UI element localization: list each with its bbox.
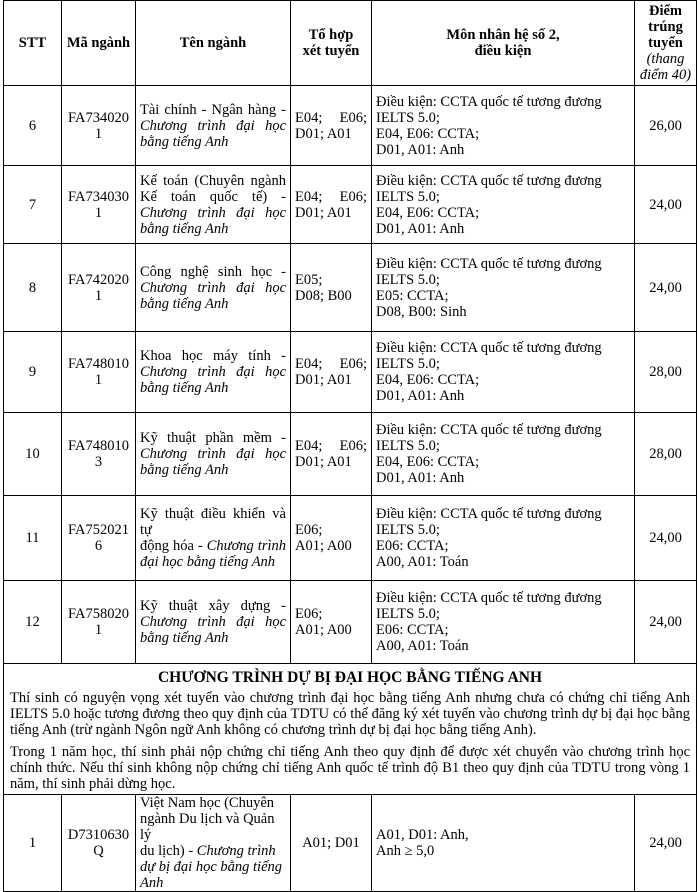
stt-cell: 8 [4, 244, 62, 332]
header-to-hop: Tổ hợp xét tuyển [291, 1, 372, 86]
table-row [4, 244, 697, 332]
combo-cell: E06; A01; A00 [291, 496, 372, 581]
combo-cell: E04; E06; D01; A01 [291, 413, 372, 496]
condition-cell: A01, D01: Anh, Anh ≥ 5,0 [372, 795, 635, 892]
stt-cell: 10 [4, 413, 62, 496]
table-row [4, 166, 697, 244]
stt-cell: 9 [4, 332, 62, 413]
section-row [4, 664, 697, 795]
score-cell: 24,00 [635, 244, 697, 332]
table-row [4, 496, 697, 581]
score-cell: 24,00 [635, 795, 697, 892]
program-name-cell: Việt Nam học (Chuyên ngành Du lịch và Quản lý du lịch) - Chương trình dự bị đại học bằng tiếng Anh [136, 795, 291, 892]
program-name-cell: Tài chính - Ngân hàng - Chương trình đại học bằng tiếng Anh [136, 86, 291, 166]
score-cell: 24,00 [635, 581, 697, 664]
condition-cell: Điều kiện: CCTA quốc tế tương đương IELTS 5.0; E05: CCTA; D08, B00: Sinh [372, 244, 635, 332]
score-cell: 24,00 [635, 496, 697, 581]
section-body [4, 690, 696, 792]
program-name-cell: Kỹ thuật xây dựng - Chương trình đại học bằng tiếng Anh [136, 581, 291, 664]
table-row [4, 86, 697, 166]
code-cell: FA748010 1 [62, 332, 136, 413]
section-paragraph: Thí sinh có nguyện vọng xét tuyển vào chương trình đại học bằng tiếng Anh nhưng chưa có chứng chỉ tiếng Anh IELTS 5.0 hoặc tương đương theo quy định của TDTU có thể đăng ký xét tuyển vào chương trình dự bị đại học bằng tiếng Anh (trừ ngành Ngôn ngữ Anh không có chương trình dự bị đại học bằng tiếng Anh). [10, 690, 690, 738]
admission-table [3, 0, 697, 892]
code-cell: FA742020 1 [62, 244, 136, 332]
combo-cell: E04; E06; D01; A01 [291, 86, 372, 166]
condition-cell: Điều kiện: CCTA quốc tế tương đương IELTS 5.0; E04, E06: CCTA; D01, A01: Anh [372, 332, 635, 413]
name-italic: Chương trình [196, 843, 276, 859]
code-cell: FA734020 1 [62, 86, 136, 166]
score-cell: 28,00 [635, 413, 697, 496]
combo-cell: E04; E06; D01; A01 [291, 166, 372, 244]
code-cell: FA748010 3 [62, 413, 136, 496]
header-diem: Điểm trúng tuyển (thang điểm 40) [635, 1, 697, 86]
program-name-cell: Công nghệ sinh học - Chương trình đại học bằng tiếng Anh [136, 244, 291, 332]
section-cell [4, 664, 697, 795]
table-row [4, 413, 697, 496]
score-cell: 26,00 [635, 86, 697, 166]
combo-cell: A01; D01 [291, 795, 372, 892]
name-prefix: động hóa - [140, 538, 207, 554]
score-cell: 28,00 [635, 332, 697, 413]
program-name-cell: Khoa học máy tính - Chương trình đại học bằng tiếng Anh [136, 332, 291, 413]
code-cell: FA752021 6 [62, 496, 136, 581]
name-italic: Chương trình [206, 538, 286, 554]
condition-cell: Điều kiện: CCTA quốc tế tương đương IELTS 5.0; E04, E06: CCTA; D01, A01: Anh [372, 166, 635, 244]
section-title: CHƯƠNG TRÌNH DỰ BỊ ĐẠI HỌC BẰNG TIẾNG ANH [157, 669, 543, 686]
header-stt: STT [4, 1, 62, 86]
combo-cell: E06; A01; A00 [291, 581, 372, 664]
section-paragraph: Trong 1 năm học, thí sinh phải nộp chứng chỉ tiếng Anh theo quy định để được xét chuyển vào chương trình học chính thức. Nếu thí sinh không nộp chứng chỉ tiếng Anh quốc tế trình độ B1 theo quy định của TDTU trong vòng 1 năm, thí sinh phải dừng học. [10, 744, 690, 792]
condition-cell: Điều kiện: CCTA quốc tế tương đương IELTS 5.0; E06: CCTA; A00, A01: Toán [372, 581, 635, 664]
stt-cell: 6 [4, 86, 62, 166]
program-name-cell: Kế toán (Chuyên ngành Kế toán quốc tế) - Chương trình đại học bằng tiếng Anh [136, 166, 291, 244]
condition-cell: Điều kiện: CCTA quốc tế tương đương IELTS 5.0; E04, E06: CCTA; D01, A01: Anh [372, 413, 635, 496]
table-row [4, 795, 697, 892]
program-name-cell: Kỹ thuật phần mềm - Chương trình đại học bằng tiếng Anh [136, 413, 291, 496]
combo-cell: E04; E06; D01; A01 [291, 332, 372, 413]
header-mon-nhan: Môn nhân hệ số 2, điều kiện [372, 1, 635, 86]
stt-cell: 1 [4, 795, 62, 892]
condition-cell: Điều kiện: CCTA quốc tế tương đương IELTS 5.0; E06: CCTA; A00, A01: Toán [372, 496, 635, 581]
score-cell: 24,00 [635, 166, 697, 244]
code-cell: D7310630 Q [62, 795, 136, 892]
stt-cell: 7 [4, 166, 62, 244]
condition-cell: Điều kiện: CCTA quốc tế tương đương IELTS 5.0; E04, E06: CCTA; D01, A01: Anh [372, 86, 635, 166]
code-cell: FA734030 1 [62, 166, 136, 244]
stt-cell: 12 [4, 581, 62, 664]
table-row [4, 332, 697, 413]
header-ten-nganh: Tên ngành [136, 1, 291, 86]
table-row [4, 581, 697, 664]
code-cell: FA758020 1 [62, 581, 136, 664]
header-ma-nganh: Mã ngành [62, 1, 136, 86]
name-prefix: du lịch) - [140, 843, 194, 859]
combo-cell: E05; D08; B00 [291, 244, 372, 332]
header-row [4, 1, 697, 86]
program-name-cell: Kỹ thuật điều khiển và tự động hóa - Chương trình đại học bằng tiếng Anh [136, 496, 291, 581]
stt-cell: 11 [4, 496, 62, 581]
